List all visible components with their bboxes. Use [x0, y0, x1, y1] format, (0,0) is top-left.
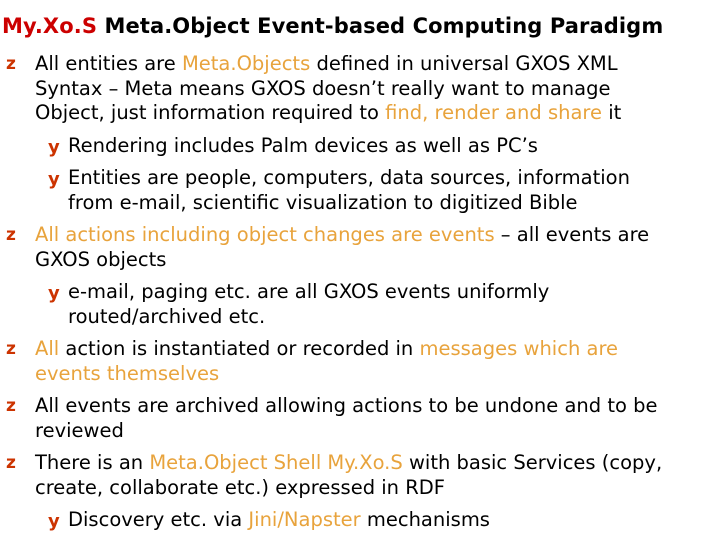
text-segment: Syntax – Meta means GXOS doesn’t really want to manage [35, 76, 611, 100]
bullet-line [35, 248, 716, 273]
sub-bullet-marker-icon: y [48, 283, 60, 304]
text-segment: with basic Services (copy, [402, 451, 663, 474]
sub-bullet-item [0, 280, 720, 329]
sub-bullet-item [0, 166, 720, 215]
bullet-line [68, 305, 716, 330]
text-segment: it [602, 101, 622, 124]
text-segment: Object, just information required to [35, 101, 386, 124]
title-brand: My.Xo.S [2, 14, 98, 38]
text-segment: GXOS objects [35, 247, 167, 271]
bullet-text [68, 166, 716, 215]
bullet-text [35, 223, 716, 272]
sub-bullet-marker-icon: y [48, 169, 60, 190]
bullet-line [35, 476, 716, 501]
bullet-line [35, 77, 716, 102]
sub-bullet-item [0, 134, 720, 159]
highlighted-text: All [35, 337, 60, 360]
title-text: Meta.Object Event-based Computing Paradigm [97, 14, 664, 38]
bullet-marker-icon: z [6, 54, 16, 74]
bullet-text [35, 52, 716, 126]
highlighted-text: find, render and share [385, 101, 602, 124]
slide-title [2, 14, 718, 38]
sub-bullet-marker-icon: y [48, 511, 60, 532]
text-segment: – all events are [494, 223, 650, 246]
highlighted-text: Meta.Object Shell My.Xo.S [149, 451, 403, 474]
text-segment: from e-mail, scientific visualization to digitized Bible [68, 190, 578, 214]
bullet-line [35, 419, 716, 444]
text-segment: create, collaborate etc.) expressed in RDF [35, 475, 446, 499]
text-segment: e-mail, paging etc. are all GXOS events uniformly [68, 280, 550, 303]
bullet-line [68, 134, 716, 159]
bullet-line [35, 451, 716, 476]
text-segment: Discovery etc. via [68, 508, 249, 531]
bullet-line [35, 337, 716, 362]
text-segment: reviewed [35, 418, 124, 442]
bullet-line [68, 508, 716, 533]
highlighted-text: events themselves [35, 361, 220, 385]
bullet-item [0, 52, 720, 126]
text-segment: mechanisms [360, 508, 490, 531]
bullet-marker-icon: z [6, 339, 16, 359]
bullet-item [0, 451, 720, 500]
highlighted-text: All actions including object changes are events [35, 223, 495, 246]
text-segment: action is instantiated or recorded in [59, 337, 420, 360]
highlighted-text: Jini/Napster [248, 508, 361, 531]
bullet-text [35, 394, 716, 443]
text-segment: routed/archived etc. [68, 304, 266, 328]
sub-bullet-item [0, 508, 720, 533]
highlighted-text: messages which are [419, 337, 619, 360]
bullet-line [35, 394, 716, 419]
bullet-marker-icon: z [6, 453, 16, 473]
bullet-line [35, 52, 716, 77]
bullet-list [0, 52, 720, 541]
text-segment: All events are archived allowing actions to be undone and to be [35, 394, 658, 417]
bullet-marker-icon: z [6, 225, 16, 245]
bullet-text [68, 280, 716, 329]
text-segment: All entities are [35, 52, 182, 75]
bullet-line [68, 191, 716, 216]
bullet-line [35, 223, 716, 248]
bullet-line [68, 280, 716, 305]
bullet-line [35, 362, 716, 387]
bullet-item [0, 337, 720, 386]
text-segment: defined in universal GXOS XML [310, 52, 618, 75]
bullet-marker-icon: z [6, 396, 16, 416]
bullet-text [35, 451, 716, 500]
bullet-line [68, 166, 716, 191]
bullet-text [68, 134, 716, 159]
bullet-line [35, 101, 716, 126]
bullet-item [0, 223, 720, 272]
text-segment: Rendering includes Palm devices as well as PC’s [68, 133, 538, 157]
bullet-item [0, 394, 720, 443]
highlighted-text: Meta.Objects [181, 52, 311, 75]
text-segment: There is an [35, 451, 150, 474]
bullet-text [68, 508, 716, 533]
bullet-text [35, 337, 716, 386]
text-segment: Entities are people, computers, data sources, information [68, 166, 630, 189]
sub-bullet-marker-icon: y [48, 136, 60, 158]
